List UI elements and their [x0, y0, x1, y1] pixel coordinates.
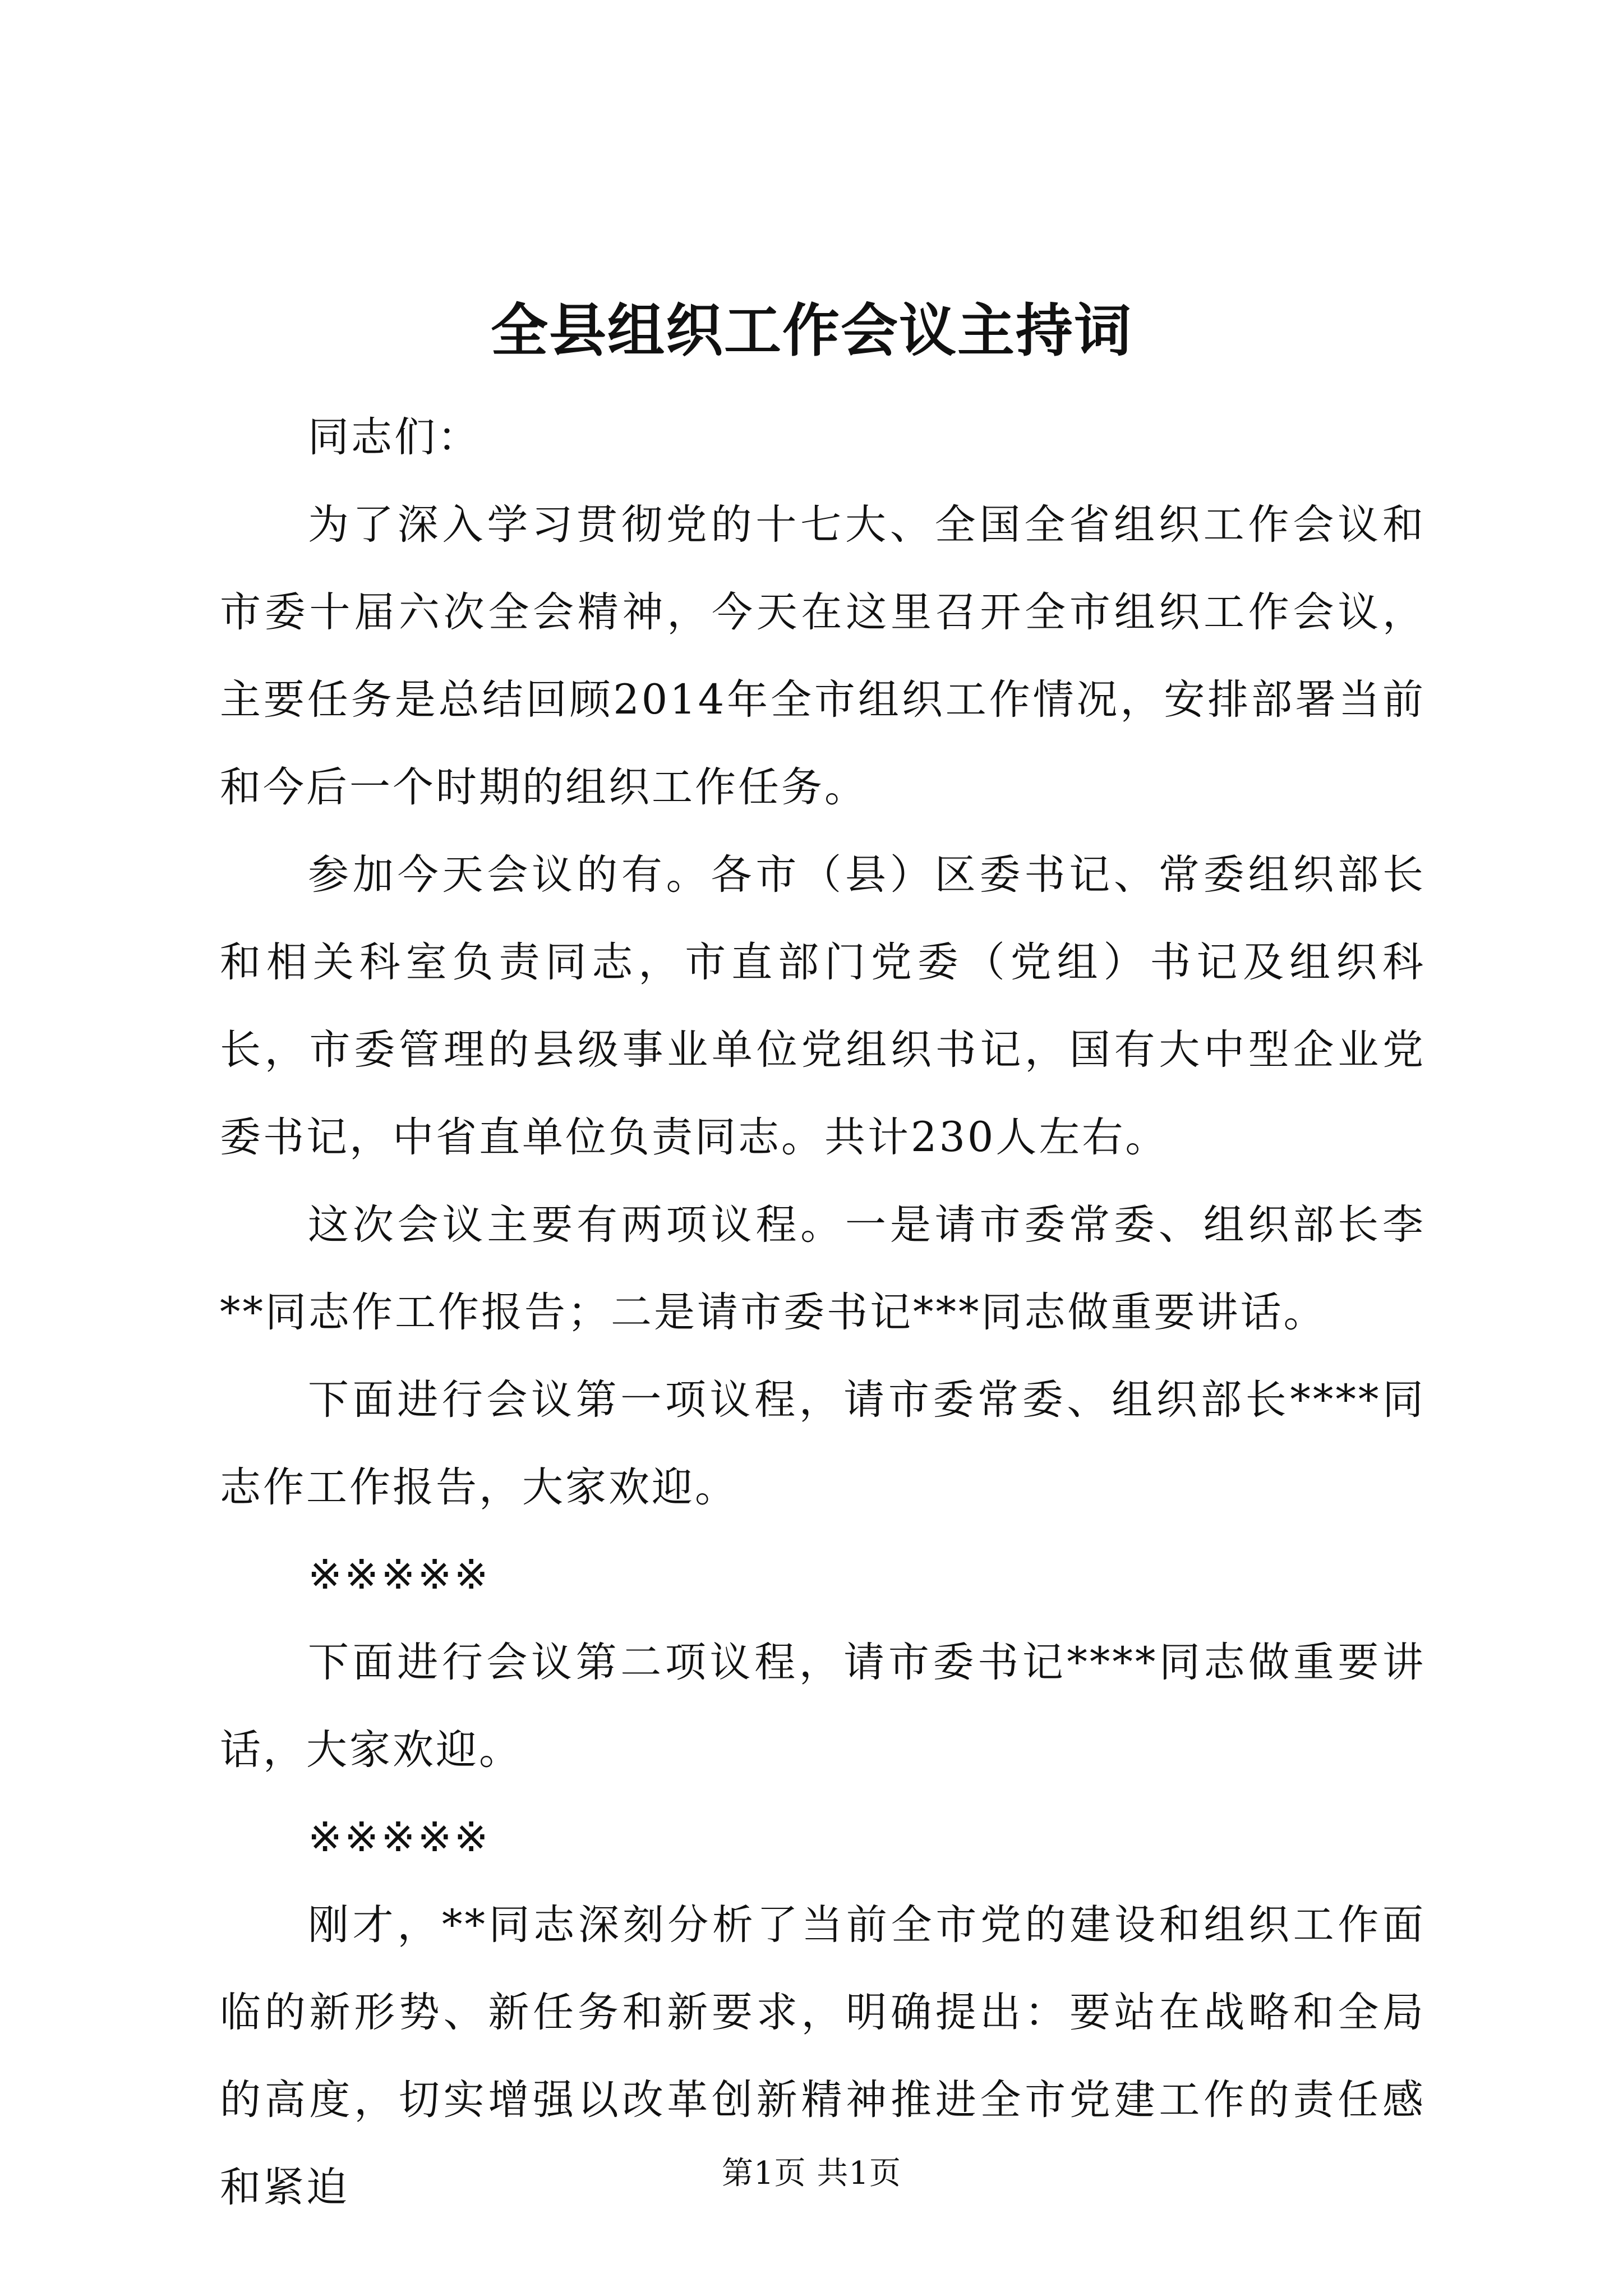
paragraph-summary: 刚才，**同志深刻分析了当前全市党的建设和组织工作面临的新形势、新任务和新要求，明确提出：要站在战略和全局的高度，切实增强以改革创新精神推进全市党建工作的责任感和紧迫 [220, 1901, 1426, 2211]
document-body [220, 394, 1426, 2231]
salutation: 同志们： [308, 413, 481, 461]
paragraph-agenda: 这次会议主要有两项议程。一是请市委常委、组织部长李**同志作工作报告；二是请市委书记***同志做重要讲话。 [220, 1201, 1426, 1336]
separator-1: ※※※※※ [308, 1551, 491, 1599]
paragraph-agenda-item-2: 下面进行会议第二项议程，请市委书记****同志做重要讲话，大家欢迎。 [220, 1639, 1426, 1774]
paragraph-agenda-item-1: 下面进行会议第一项议程，请市委常委、组织部长****同志作工作报告，大家欢迎。 [220, 1376, 1426, 1511]
paragraph-purpose: 为了深入学习贯彻党的十七大、全国全省组织工作会议和市委十届六次全会精神，今天在这里召开全市组织工作会议，主要任务是总结回顾2014年全市组织工作情况，安排部署当前和今后一个时期的组织工作任务。 [220, 501, 1426, 811]
paragraph-attendees: 参加今天会议的有。各市（县）区委书记、常委组织部长和相关科室负责同志，市直部门党委（党组）书记及组织科长，市委管理的县级事业单位党组织书记，国有大中型企业党委书记，中省直单位负责同志。共计230人左右。 [220, 851, 1426, 1161]
separator-2: ※※※※※ [308, 1814, 491, 1861]
document-title: 全县组织工作会议主持词 [491, 297, 1132, 365]
page-footer: 第1页 共1页 [721, 2155, 902, 2192]
